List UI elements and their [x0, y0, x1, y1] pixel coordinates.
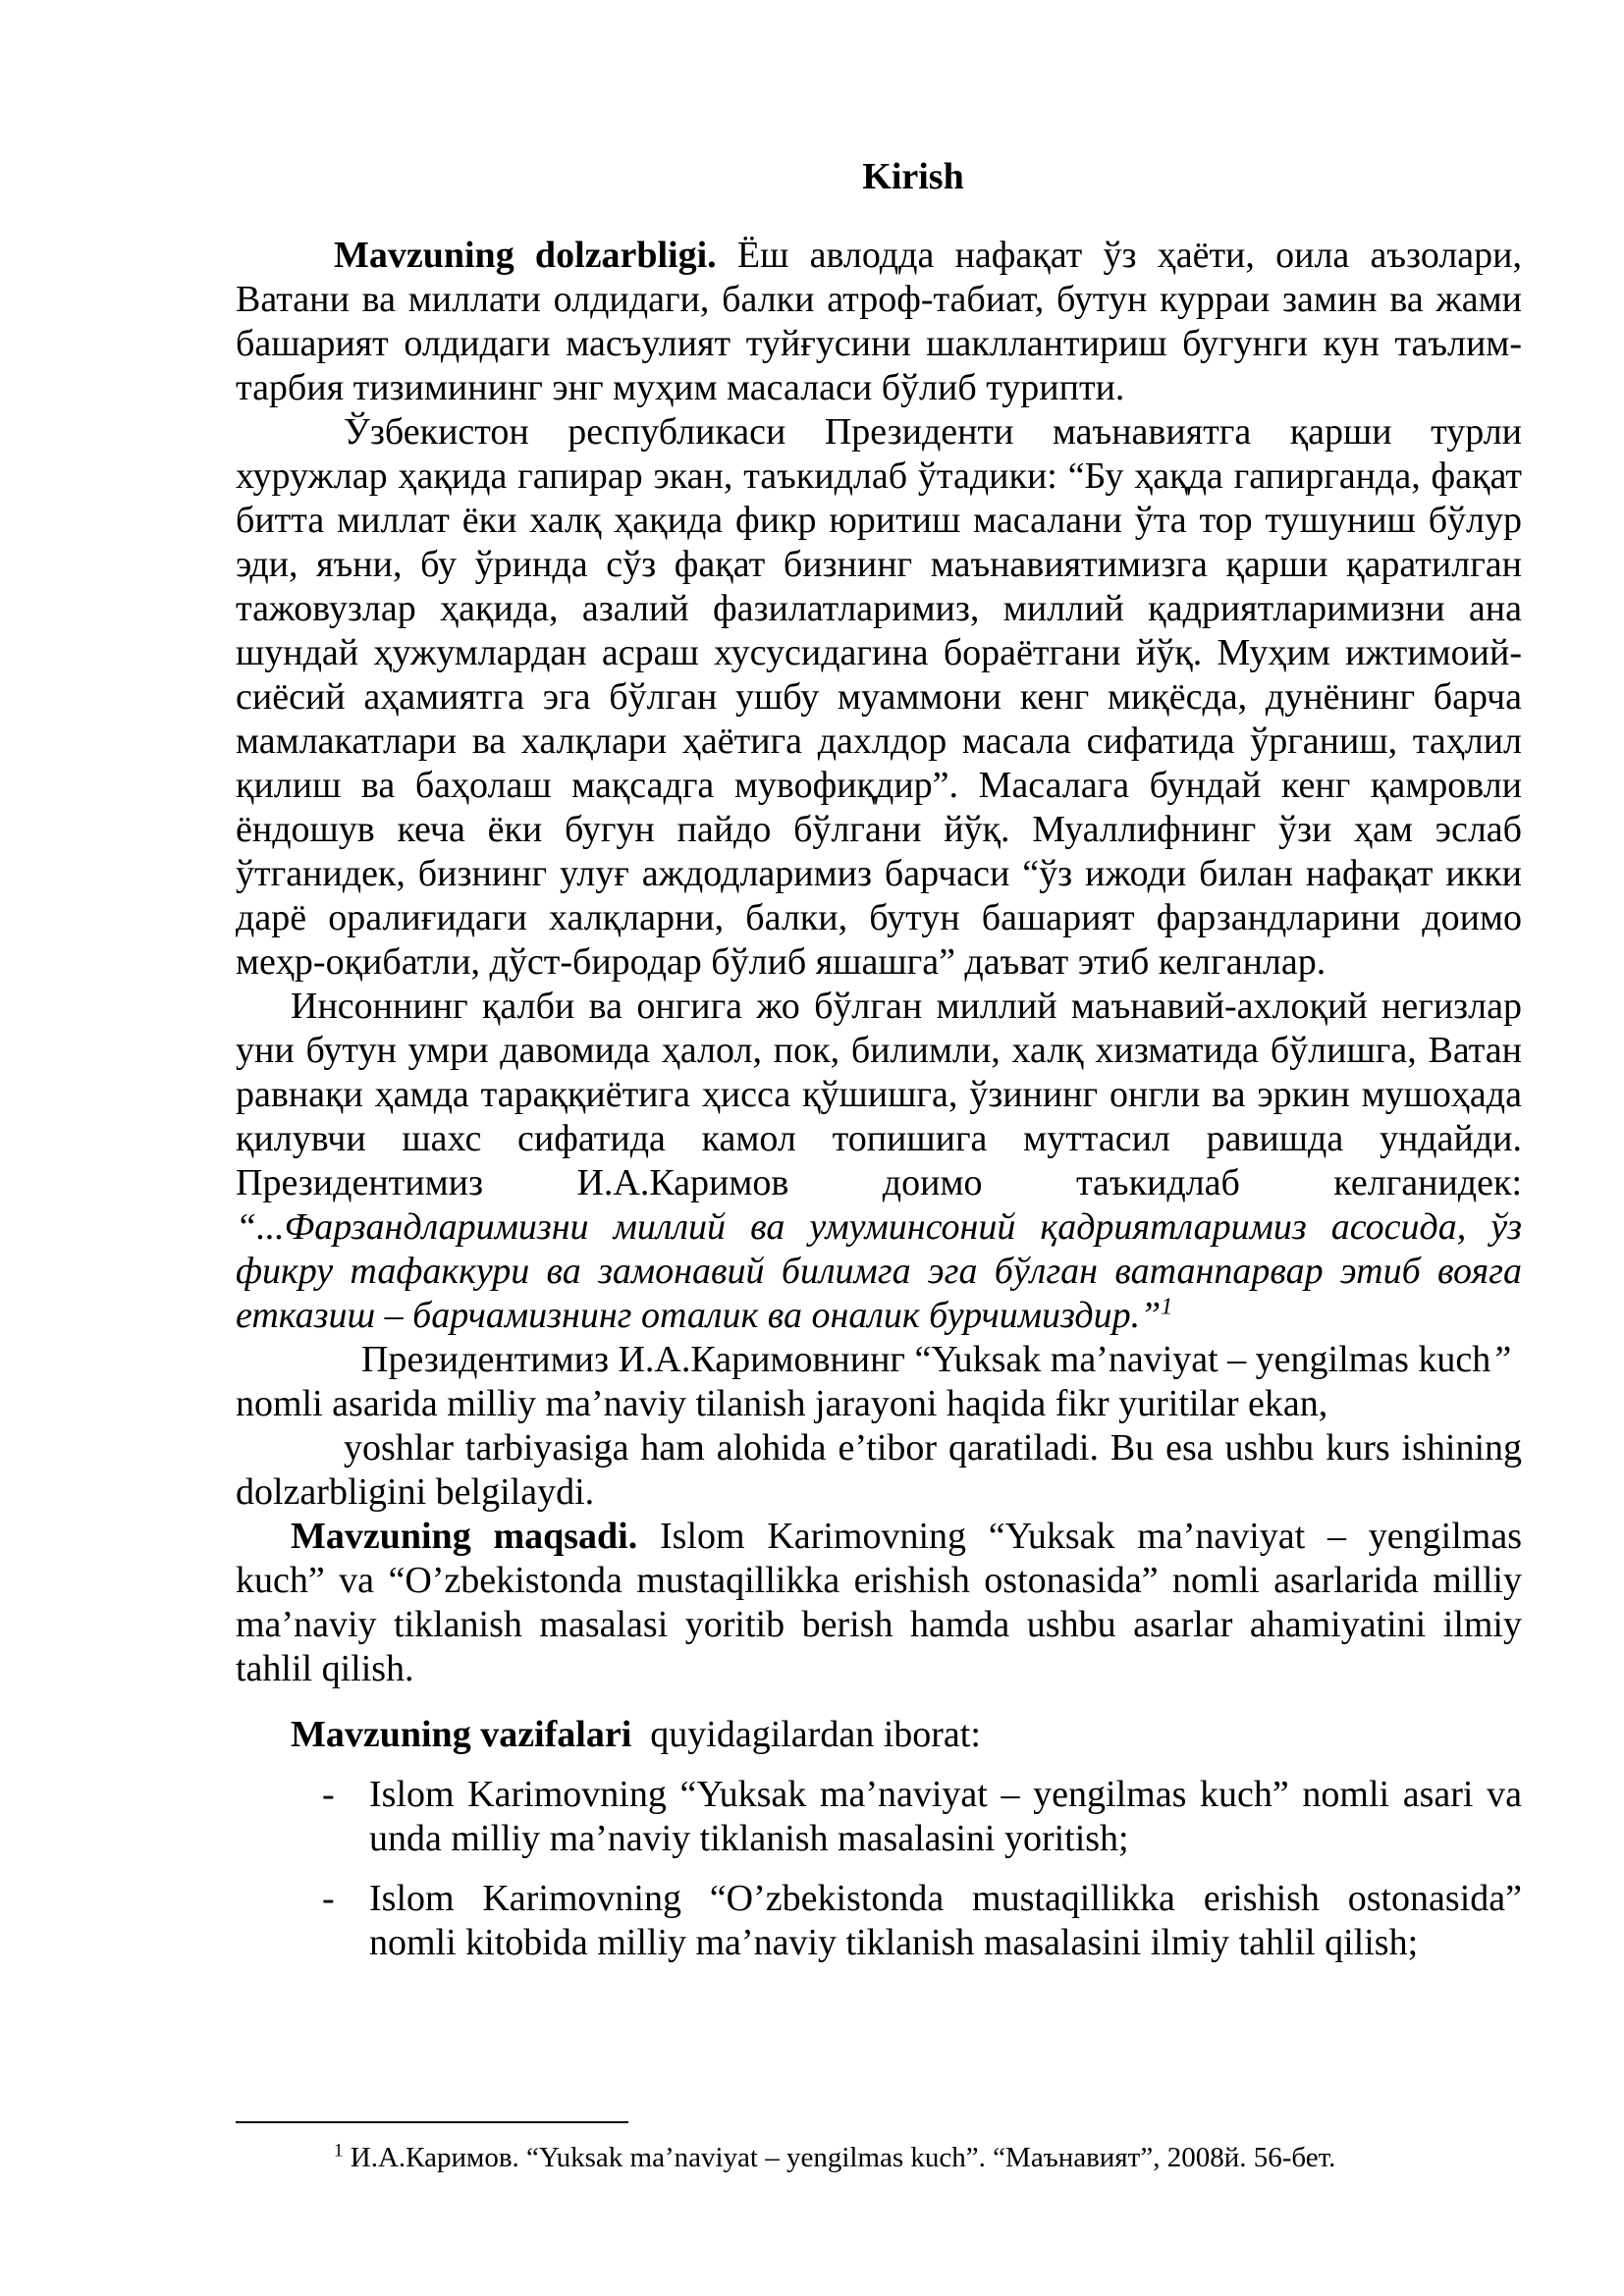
moral-foundations-text: Инсоннинг қалби ва онгига жо бўлган миллий маънавий-ахлоқий негизлар уни бутун умри давомида ҳалол, пок, билимли, халқ хизматида бўлишга, Ватан равнақи ҳамда тараққиётига ҳисса қўшишга, ўзининг онгли ва эркин мушоҳада қилувчи шахс сифатида камол топишига муттасил равишда ундайди. Президентимиз И.А.Каримов доимо таъкидлаб келганидек:: [236, 986, 1522, 1203]
book-intro-quote-mark: ”: [1490, 1339, 1512, 1380]
relevance-text: Ёш авлодда нафақат ўз ҳаёти, оила аъзолари, Ватани ва миллати олдидаги, балки атроф-табиат, бутун курраи замин ва жами башарият олдидаги масъулият туйғусини шакллантириш бугунги кун таълим-тарбия тизимининг энг муҳим масаласи бўлиб турипти.: [236, 235, 1522, 408]
list-item: [236, 1877, 1522, 1965]
book-intro-text-1: Президентимиз И.А.Каримовнинг “Yuksak ma’naviyat – yengilmas kuch: [361, 1339, 1491, 1380]
list-dash: -: [322, 1774, 335, 1815]
tasks-list: [236, 1773, 1522, 1965]
list-item-text: Islom Karimovning “Yuksak ma’naviyat – yengilmas kuch” nomli asari va unda milliy ma’naviy tiklanish masalasini yoritish;: [369, 1774, 1522, 1859]
footnote-number: 1: [334, 2140, 344, 2162]
document-body: [236, 147, 1522, 1981]
paragraph-moral-foundations: [236, 985, 1522, 1338]
paragraph-youth-education: yoshlar tarbiyasiga ham alohida e’tibor qaratiladi. Bu esa ushbu kurs ishining dolzarbligini belgilaydi.: [236, 1427, 1522, 1513]
footnote-text: И.А.Каримов. “Yuksak ma’naviyat – yengilmas kuch”. “Маънавият”, 2008й. 56-бет.: [343, 2142, 1336, 2173]
goal-text: Islom Karimovning “Yuksak ma’naviyat – yengilmas kuch” va “O’zbekistonda mustaqillikka erishish ostonasida” nomli asarlarida milliy ma’naviy tiklanish masalasi yoritib berish hamda ushbu asarlar ahamiyatini ilmiy tahlil qilish.: [236, 1516, 1522, 1689]
karimov-quote: “...Фарзандларимизни миллий ва умуминсоний қадриятларимиз асосида, ўз фикру тафаккури ва замонавий билимга эга бўлган ватанпарвар этиб вояга етказиш – барчамизнинг оталик ва оналик бурчимиздир.”: [236, 1206, 1522, 1336]
list-dash: -: [322, 1878, 335, 1919]
page-title: Kirish: [862, 156, 964, 197]
paragraph-tasks: [236, 1713, 1522, 1757]
list-item: [236, 1773, 1522, 1861]
book-intro-text-2: nomli asarida milliy ma’naviy tilanish jarayoni haqida fikr yuritilar ekan,: [236, 1383, 1328, 1424]
goal-heading: Mavzuning maqsadi.: [291, 1516, 638, 1557]
footnote-reference: 1: [1161, 1294, 1173, 1320]
tasks-heading: Mavzuning vazifalari: [291, 1714, 632, 1755]
relevance-heading: Mavzuning dolzarbligi.: [334, 235, 717, 276]
tasks-text: quyidagilardan iborat:: [631, 1714, 981, 1755]
paragraph-goal: [236, 1515, 1522, 1691]
paragraph-relevance: [236, 234, 1522, 410]
footnote-separator: [236, 2121, 628, 2123]
list-item-text: Islom Karimovning “O’zbekistonda mustaqillikka erishish ostonasida” nomli kitobida milliy ma’naviy tiklanish masalasini ilmiy tahlil qilish;: [369, 1878, 1522, 1963]
footnote: [334, 2140, 1512, 2175]
paragraph-president-quote: Ўзбекистон республикаси Президенти маънавиятга қарши турли хуружлар ҳақида гапирар экан, таъкидлаб ўтадики: “Бу ҳақда гапирганда, фақат битта миллат ёки халқ ҳақида фикр юритиш масалани ўта тор тушуниш бўлур эди, яъни, бу ўринда сўз фақат бизнинг маънавиятимизга қарши қаратилган тажовузлар ҳақида, азалий фазилатларимиз, миллий қадриятларимизни ана шундай ҳужумлардан асраш хусусидагина бораётгани йўқ. Муҳим ижтимоий-сиёсий аҳамиятга эга бўлган ушбу муаммони кенг миқёсда, дунёнинг барча мамлакатлари ва халқлари ҳаётига дахлдор масала сифатида ўрганиш, таҳлил қилиш ва баҳолаш мақсадга мувофиқдир”. Масалага бундай кенг қамровли ёндошув кеча ёки бугун пайдо бўлгани йўқ. Муаллифнинг ўзи ҳам эслаб ўтганидек, бизнинг улуғ аждодларимиз барчаси “ўз ижоди билан нафақат икки дарё оралиғидаги халқларни, балки, бутун башарият фарзандларини доимо меҳр-оқибатли, дўст-биродар бўлиб яшашга” даъват этиб келганлар.: [236, 411, 1522, 983]
paragraph-book-intro: [236, 1338, 1522, 1426]
